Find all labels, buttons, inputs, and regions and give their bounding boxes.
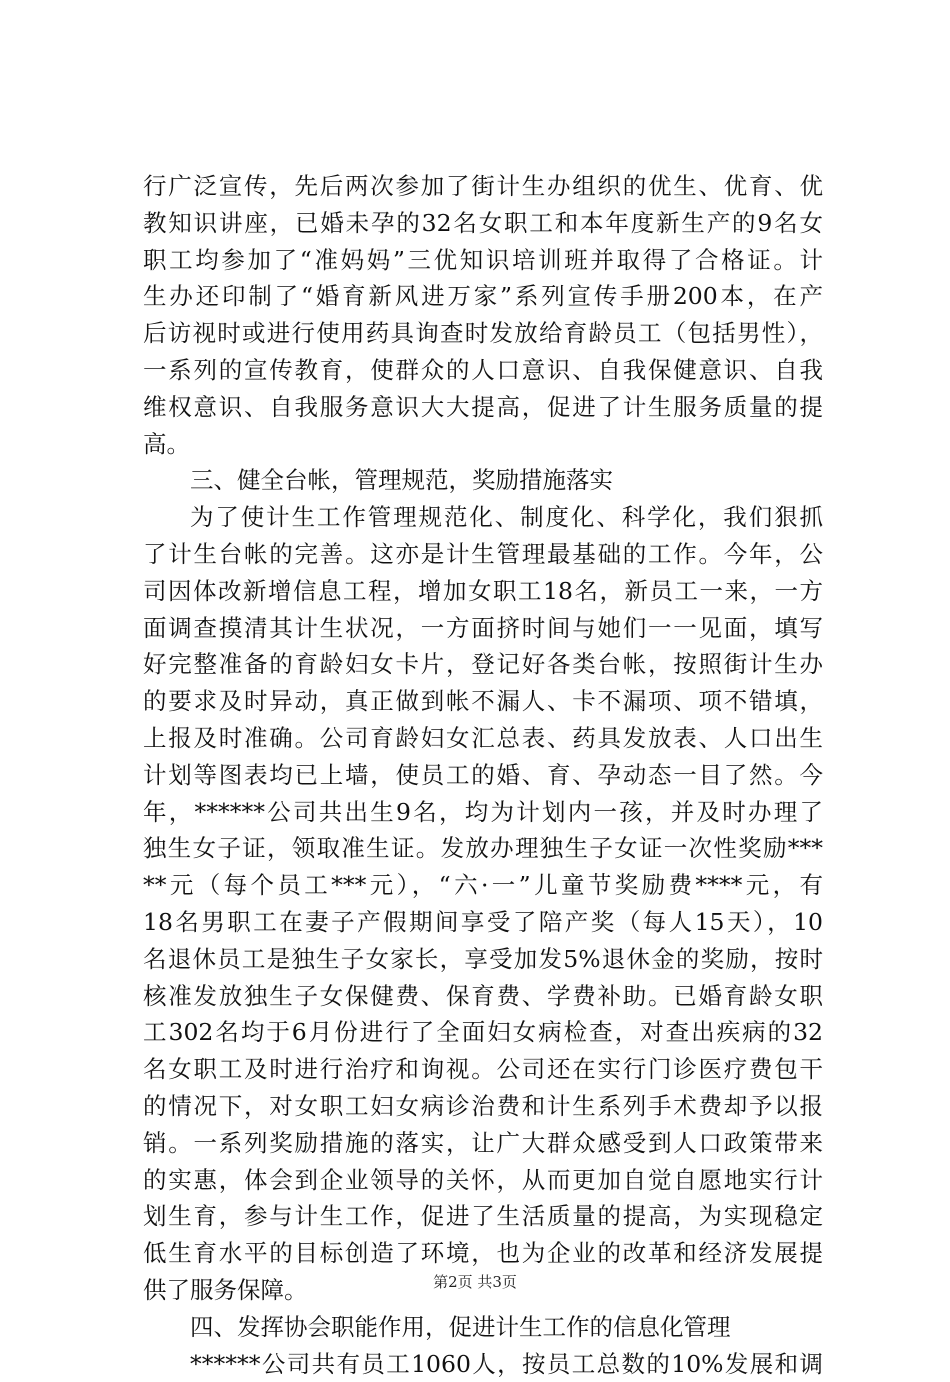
text-line: 面调查摸清其计生状况，一方面挤时间与她们一一见面，填写 [143,610,823,647]
text-line: ******公司共有员工1060人，按员工总数的10%发展和调 [143,1346,823,1382]
text-line: 了计生台帐的完善。这亦是计生管理最基础的工作。今年，公 [143,536,823,573]
text-line: 工302名均于6月份进行了全面妇女病检查，对查出疾病的32 [143,1014,823,1051]
text-line: 上报及时准确。公司育龄妇女汇总表、药具发放表、人口出生 [143,720,823,757]
text-line: 维权意识、自我服务意识大大提高，促进了计生服务质量的提 [143,389,823,426]
text-line: 的要求及时异动，真正做到帐不漏人、卡不漏项、项不错填， [143,683,823,720]
text-line: 行广泛宣传，先后两次参加了街计生办组织的优生、优育、优 [143,168,823,205]
text-line: 高。 [143,426,823,463]
text-line: 划生育，参与计生工作，促进了生活质量的提高，为实现稳定 [143,1198,823,1235]
text-line: 后访视时或进行使用药具询查时发放给育龄员工（包括男性）， [143,315,823,352]
text-line: 独生女子证，领取准生证。发放办理独生子女证一次性奖励*** [143,830,823,867]
text-line: 核准发放独生子女保健费、保育费、学费补助。已婚育龄女职 [143,978,823,1015]
text-line: 供了服务保障。 [143,1272,823,1309]
document-body [143,168,823,1382]
text-line: 生办还印制了“婚育新风进万家”系列宣传手册200本，在产 [143,278,823,315]
text-line: 名退休员工是独生子女家长，享受加发5%退休金的奖励，按时 [143,941,823,978]
text-line: 销。一系列奖励措施的落实，让广大群众感受到人口政策带来 [143,1125,823,1162]
text-line: 低生育水平的目标创造了环境，也为企业的改革和经济发展提 [143,1235,823,1272]
text-line: 一系列的宣传教育，使群众的人口意识、自我保健意识、自我 [143,352,823,389]
section-heading: 三、健全台帐，管理规范，奖励措施落实 [143,462,823,499]
text-line: 的情况下，对女职工妇女病诊治费和计生系列手术费却予以报 [143,1088,823,1125]
page-number-footer: 第2页 共3页 [0,1271,950,1292]
text-line: 教知识讲座，已婚未孕的32名女职工和本年度新生产的9名女 [143,205,823,242]
text-line: 司因体改新增信息工程，增加女职工18名，新员工一来，一方 [143,573,823,610]
text-line: 年，******公司共出生9名，均为计划内一孩，并及时办理了 [143,794,823,831]
section-heading: 四、发挥协会职能作用，促进计生工作的信息化管理 [143,1309,823,1346]
text-line: **元（每个员工***元），“六·一”儿童节奖励费****元，有 [143,867,823,904]
text-line: 计划等图表均已上墙，使员工的婚、育、孕动态一目了然。今 [143,757,823,794]
text-line: 名女职工及时进行治疗和询视。公司还在实行门诊医疗费包干 [143,1051,823,1088]
text-line: 职工均参加了“准妈妈”三优知识培训班并取得了合格证。计 [143,242,823,279]
text-line: 的实惠，体会到企业领导的关怀，从而更加自觉自愿地实行计 [143,1162,823,1199]
text-line: 18名男职工在妻子产假期间享受了陪产奖（每人15天），10 [143,904,823,941]
text-line: 好完整准备的育龄妇女卡片，登记好各类台帐，按照街计生办 [143,646,823,683]
text-line: 为了使计生工作管理规范化、制度化、科学化，我们狠抓 [143,499,823,536]
